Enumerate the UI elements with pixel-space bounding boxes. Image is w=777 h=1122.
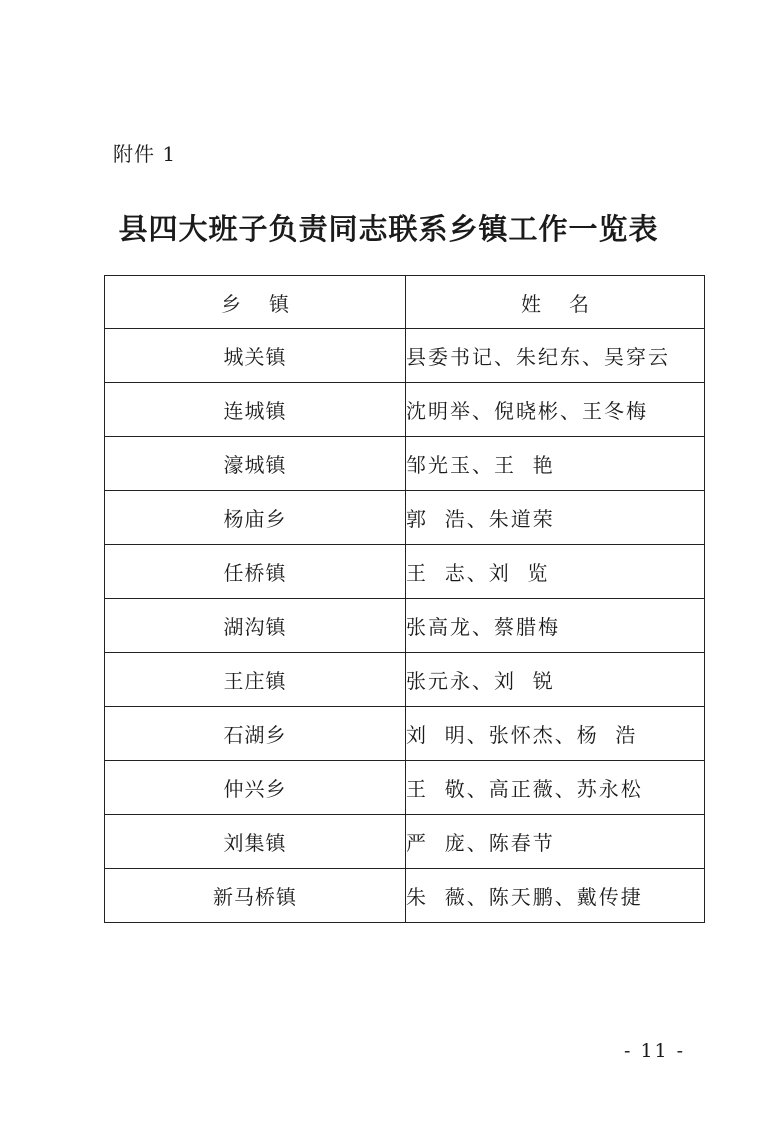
table-row xyxy=(105,761,705,815)
town-cell: 濠城镇 xyxy=(105,437,406,491)
table-row xyxy=(105,707,705,761)
town-cell: 湖沟镇 xyxy=(105,599,406,653)
table-row xyxy=(105,599,705,653)
town-cell: 连城镇 xyxy=(105,383,406,437)
names-cell: 县委书记、朱纪东、吴穿云 xyxy=(406,329,705,383)
attachment-label: 附件 1 xyxy=(113,142,177,166)
names-cell: 王 志、刘 览 xyxy=(406,545,705,599)
table-header-row xyxy=(105,276,705,329)
header-names: 姓名 xyxy=(406,276,705,329)
table-row xyxy=(105,869,705,923)
header-town: 乡镇 xyxy=(105,276,406,329)
document-title: 县四大班子负责同志联系乡镇工作一览表 xyxy=(118,212,659,246)
town-cell: 城关镇 xyxy=(105,329,406,383)
page-number: - 11 - xyxy=(624,1040,686,1062)
table-row xyxy=(105,491,705,545)
liaison-table xyxy=(104,275,705,923)
town-cell: 王庄镇 xyxy=(105,653,406,707)
names-cell: 王 敬、高正薇、苏永松 xyxy=(406,761,705,815)
town-cell: 新马桥镇 xyxy=(105,869,406,923)
town-cell: 仲兴乡 xyxy=(105,761,406,815)
names-cell: 张高龙、蔡腊梅 xyxy=(406,599,705,653)
town-cell: 刘集镇 xyxy=(105,815,406,869)
town-cell: 杨庙乡 xyxy=(105,491,406,545)
town-cell: 石湖乡 xyxy=(105,707,406,761)
table-row xyxy=(105,329,705,383)
town-cell: 任桥镇 xyxy=(105,545,406,599)
names-cell: 张元永、刘 锐 xyxy=(406,653,705,707)
names-cell: 朱 薇、陈天鹏、戴传捷 xyxy=(406,869,705,923)
names-cell: 严 庞、陈春节 xyxy=(406,815,705,869)
table-row xyxy=(105,383,705,437)
names-cell: 刘 明、张怀杰、杨 浩 xyxy=(406,707,705,761)
names-cell: 沈明举、倪晓彬、王冬梅 xyxy=(406,383,705,437)
names-cell: 邹光玉、王 艳 xyxy=(406,437,705,491)
table-row xyxy=(105,545,705,599)
table-row xyxy=(105,815,705,869)
names-cell: 郭 浩、朱道荣 xyxy=(406,491,705,545)
table-row xyxy=(105,437,705,491)
table-row xyxy=(105,653,705,707)
